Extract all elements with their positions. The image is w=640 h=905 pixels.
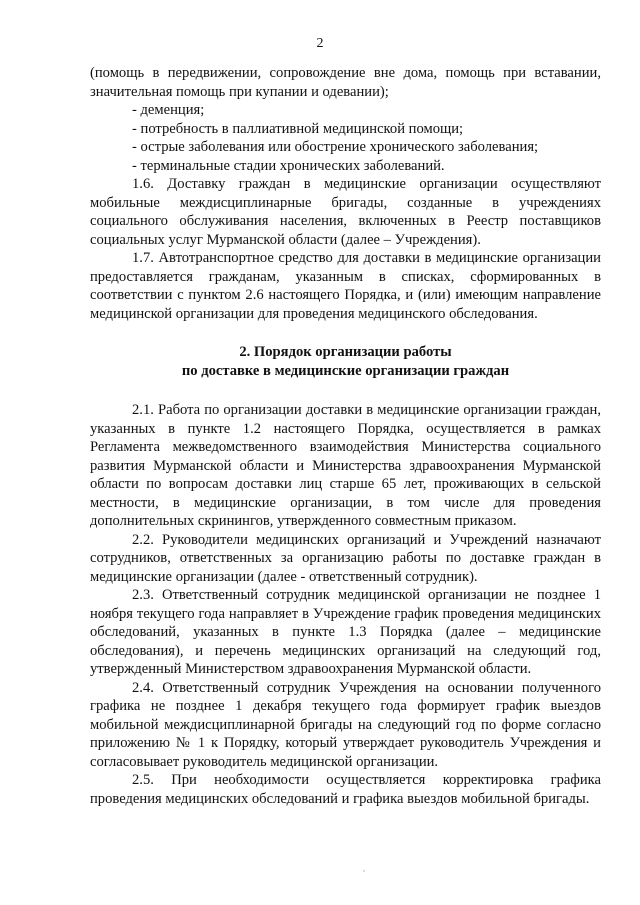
- paragraph-2-4: 2.4. Ответственный сотрудник Учреждения на основании полученного графика не позднее 1 декабря текущего года формирует график выездов мобильной междисциплинарной бригады на следующий год по форме согласно приложению № 1 к Порядку, который утверждает руководитель Учреждения и согласовывает руководитель медицинской организации.: [90, 679, 601, 770]
- list-item: - деменция;: [132, 102, 205, 118]
- paragraph-2-2: 2.2. Руководители медицинских организаций и Учреждений назначают сотрудников, ответственных за организацию работы по доставке граждан в медицинские организации (далее - ответственный сотрудник).: [90, 531, 601, 585]
- paragraph-2-3: 2.3. Ответственный сотрудник медицинской организации не позднее 1 ноября текущего года направляет в Учреждение график проведения медицинских обследований, указанных в пункте 1.3 Порядка (далее – медицинские обследования), и перечень медицинских организаций на следующий год, утвержденный Министерством здравоохранения Мурманской области.: [90, 587, 601, 677]
- list-item: - острые заболевания или обострение хронического заболевания;: [132, 139, 539, 155]
- paragraph-2-1: 2.1. Работа по организации доставки в медицинские организации граждан, указанных в пункте 1.2 настоящего Порядка, осуществляется в рамках Регламента межведомственного взаимодействия Министерства социального развития Мурманской области и Министерства здравоохранения Мурманской области по вопросам доставки лиц старше 65 лет, проживающих в сельской местности, в медицинские организации, в том числе для проведения дополнительных скринингов, утвержденного совместным приказом.: [90, 402, 601, 529]
- section-heading-line-1: 2. Порядок организации работы: [239, 344, 452, 360]
- section-heading-line-2: по доставке в медицинские организации граждан: [181, 363, 510, 379]
- list-item: - потребность в паллиативной медицинской помощи;: [132, 120, 464, 137]
- paragraph-1-6: 1.6. Доставку граждан в медицинские организации осуществляют мобильные междисциплинарные бригады, созданные в учреждениях социального обслуживания населения, включенных в Реестр поставщиков социальных услуг Мурманской области (далее – Учреждения).: [90, 176, 601, 248]
- scan-speck: [363, 870, 365, 872]
- spacer: [90, 381, 601, 401]
- paragraph-2-5: 2.5. При необходимости осуществляется корректировка графика проведения медицинских обследований и графика выездов мобильной бригады.: [90, 772, 601, 807]
- list-item: - терминальные стадии хронических заболеваний.: [132, 157, 445, 174]
- document-body: [90, 64, 601, 808]
- page-number: 2: [316, 36, 324, 51]
- paragraph-1-7: 1.7. Автотранспортное средство для доставки в медицинские организации предоставляется гражданам, указанным в списках, сформированных в соответствии с пунктом 2.6 настоящего Порядка, и (или) имеющим направление медицинской организации для проведения медицинского обследования.: [90, 250, 601, 322]
- paragraph-continuation: (помощь в передвижении, сопровождение вне дома, помощь при вставании, значительная помощь при купании и одевании);: [90, 65, 601, 100]
- spacer: [90, 323, 601, 343]
